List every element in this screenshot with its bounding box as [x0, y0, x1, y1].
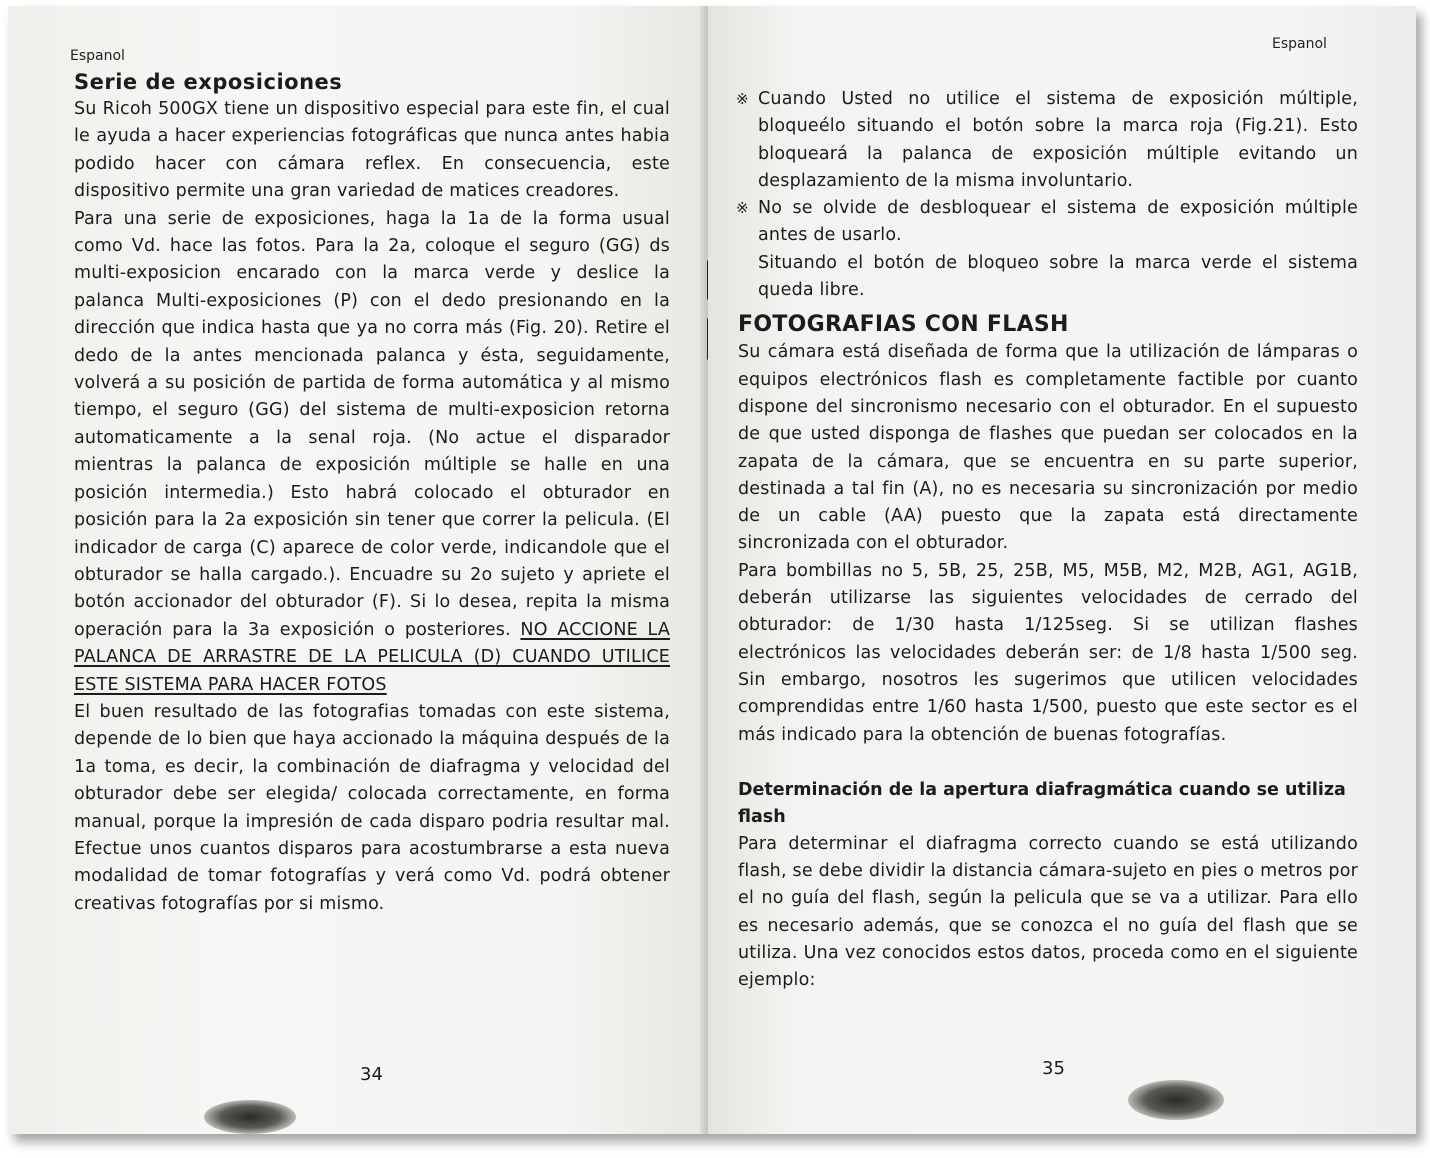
warning-text: NO ACCIONE LA PALANCA DE ARRASTRE DE LA PELICULA (D) CUANDO UTILICE ESTE SISTEMA PARA HACER FOTOS: [74, 619, 670, 695]
right-page: [708, 6, 1416, 1134]
page-number: 34: [360, 1064, 383, 1085]
instructions-text: Para una serie de exposiciones, haga la 1a de la forma usual como Vd. hace las fotos. Para la 2a, coloque el seguro (GG) ds multi-exposicion encarado con la marca verde y deslice la palanca Multi-exposiciones (P) con el dedo presionando en la dirección que indica hasta que ya no corra más (Fig. 20). Retire el dedo de la antes mencionada palanca y ésta, seguidamente, volverá a su posición de partida de forma automática y al mismo tiempo, el seguro (GG) del sistema de multi-exposicion retorna automaticamente a la senal roja. (No actue el disparador mientras la palanca de exposición múltiple se halle en una posición intermedia.) Esto habrá colocado el obturador en posición para la 2a exposición sin tener que correr la pelicula. (El indicador de carga (C) aparece de color verde, indicandole que el obturador se halla cargado.). Encuadre su 2o sujeto y apriete el botón accionador del obturador (F). Si lo desea, repita la misma operación para la 3a exposición o posteriores.: [74, 208, 670, 640]
note-marker: ※: [736, 90, 749, 108]
intro-paragraph: Su Ricoh 500GX tiene un dispositivo especial para este fin, el cual le ayuda a hacer experiencias fotográficas que nunca antes habia podido hacer con cámara reflex. En consecuencia, este dispositivo permite una gran variedad de matices creadores.: [74, 99, 670, 202]
right-page-body: [738, 86, 1358, 995]
note-unlock-continued: Situando el botón de bloqueo sobre la marca verde el sistema queda libre.: [758, 252, 1358, 301]
left-page-body: [74, 70, 670, 918]
language-label: Espanol: [1272, 36, 1327, 52]
aperture-heading: Determinación de la apertura diafragmática cuando se utiliza flash: [738, 779, 1346, 827]
instructions-paragraph: [74, 206, 670, 699]
left-page: [8, 6, 708, 1134]
aperture-paragraph: Para determinar el diafragma correcto cuando se está utilizando flash, se debe dividir la distancia cámara-sujeto en pies o metros por el no guía del flash, según la pelicula que se va a utilizar. Para ello es necesario además, que se conozca el no guía del flash que se utiliza. Una vez conocidos estos datos, proceda como en el siguiente ejemplo:: [738, 833, 1358, 991]
flash-heading: FOTOGRAFIAS CON FLASH: [738, 312, 1069, 338]
result-paragraph: El buen resultado de las fotografias tomadas con este sistema, depende de lo bien que haya accionado la máquina después de la 1a toma, es decir, la combinación de diafragma y velocidad del obturador debe ser elegida/ colocada correctamente, en forma manual, porque la impresión de cada disparo podria resultar mal. Efectue unos cuantos disparos para acostumbrarse a esta nueva modalidad de tomar fotografías y verá como Vd. podrá obtener creativas fotografías por si mismo.: [74, 701, 670, 914]
flash-speeds-paragraph: Para bombillas no 5, 5B, 25, 25B, M5, M5B, M2, M2B, AG1, AG1B, deberán utilizarse las siguientes velocidades de cerrado del obturador: de 1/30 hasta 1/125seg. Si se utilizan flashes electrónicos las velocidades deberán ser: de 1/8 hasta 1/500 seg. Sin embargo, nosotros les sugerimos que utilicen velocidades comprendidas entre 1/60 hasta 1/500, puesto que este sector es el más indicado para la obtención de buenas fotografías.: [738, 560, 1358, 745]
note-marker: ※: [736, 199, 749, 218]
note-unlock: ※ No se olvide de desbloquear el sistema de exposición múltiple antes de usarlo.: [738, 195, 1358, 250]
open-manual: [8, 6, 1416, 1134]
language-label: Espanol: [70, 48, 125, 64]
note-lock: ※ Cuando Usted no utilice el sistema de exposición múltiple, bloqueélo situando el botón sobre la marca roja (Fig.21). Esto bloqueará la palanca de exposición múltiple evitando un desplazamiento de la misma involuntario.: [738, 86, 1358, 195]
smudge-mark: [1128, 1080, 1224, 1120]
page-number: 35: [1042, 1058, 1065, 1079]
flash-paragraph: Su cámara está diseñada de forma que la utilización de lámparas o equipos electrónicos flash es completamente factible por cuanto dispone del sincronismo necesario con el obturador. En el supuesto de que usted disponga de flashes que puedan ser colocados en la zapata de la cámara, que se encuentra en su parte superior, destinada a tal fin (A), no es necesaria su sincronización por medio de un cable (AA) puesto que la zapata está directamente sincronizada con el obturador.: [738, 342, 1358, 554]
section-heading: Serie de exposiciones: [74, 70, 343, 94]
smudge-mark: [204, 1100, 296, 1134]
